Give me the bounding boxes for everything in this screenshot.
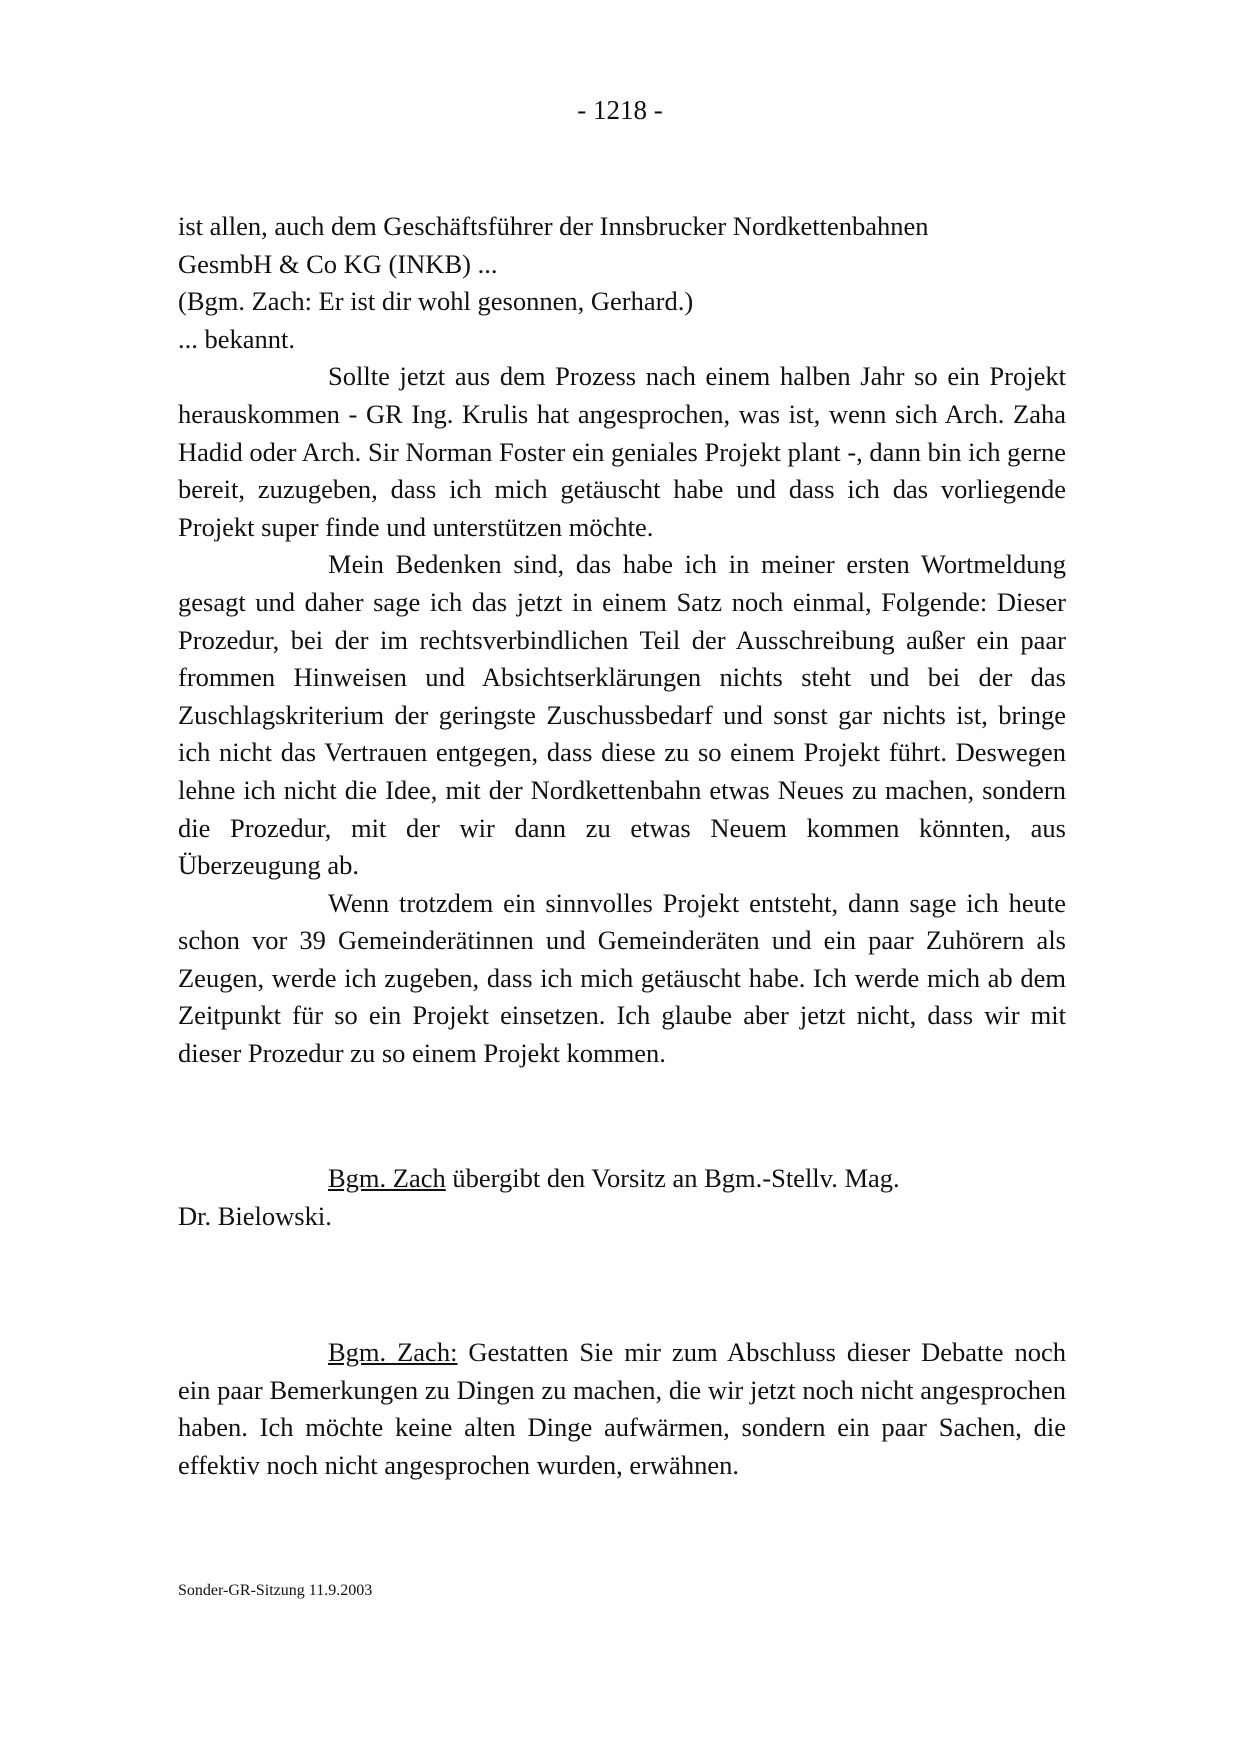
- statement-text: Gestatten Sie mir zum Abschluss dieser Debatte noch ein paar Bemerkungen zu Dingen zu machen, die wir jetzt noch nicht angesprochen haben. Ich möchte keine alten Dinge aufwärmen, sondern ein paar Sachen, die effektiv noch nicht angesprochen wurden, erwähnen.: [178, 1337, 1066, 1480]
- page-number: - 1218 -: [577, 95, 663, 125]
- footer-session-label: Sonder-GR-Sitzung 11.9.2003: [178, 1582, 373, 1599]
- speaker-statement: [178, 1334, 1066, 1484]
- handover-text-line2: Dr. Bielowski.: [178, 1200, 332, 1231]
- chair-handover-note: [178, 1160, 1066, 1235]
- main-text: [178, 208, 1066, 1073]
- interjection-line: (Bgm. Zach: Er ist dir wohl gesonnen, Gerhard.): [178, 286, 694, 317]
- intro-line: GesmbH & Co KG (INKB) ...: [178, 248, 498, 279]
- speaker-name: Bgm. Zach:: [328, 1337, 458, 1367]
- intro-line: ... bekannt.: [178, 323, 296, 354]
- paragraph: Mein Bedenken sind, das habe ich in meiner ersten Wortmeldung gesagt und daher sage ich das jetzt in einem Satz noch einmal, Folgende: Dieser Prozedur, bei der im rechtsverbindlichen Teil der Ausschreibung außer ein paar frommen Hinweisen und Absichtserklärungen nichts steht und bei der das Zuschlagskriterium der geringste Zuschussbedarf und sonst gar nichts ist, bringe ich nicht das Vertrauen entgegen, dass diese zu so einem Projekt führt. Deswegen lehne ich nicht die Idee, mit der Nordkettenbahn etwas Neues zu machen, sondern die Prozedur, mit der wir dann zu etwas Neuem kommen könnten, aus Überzeugung ab.: [178, 549, 1066, 881]
- paragraph: Sollte jetzt aus dem Prozess nach einem halben Jahr so ein Projekt herauskommen - GR Ing. Krulis hat angesprochen, was ist, wenn sich Arch. Zaha Hadid oder Arch. Sir Norman Foster ein geniales Projekt plant -, dann bin ich gerne bereit, zuzugeben, dass ich mich getäuscht habe und dass ich das vorliegende Projekt super finde und unterstützen möchte.: [178, 361, 1066, 542]
- intro-line: ist allen, auch dem Geschäftsführer der Innsbrucker Nordkettenbahnen: [178, 211, 929, 241]
- paragraph: Wenn trotzdem ein sinnvolles Projekt entsteht, dann sage ich heute schon vor 39 Gemeinderätinnen und Gemeinderäten und ein paar Zuhörern als Zeugen, werde ich zugeben, dass ich mich getäuscht habe. Ich werde mich ab dem Zeitpunkt für so ein Projekt einsetzen. Ich glaube aber jetzt nicht, dass wir mit dieser Prozedur zu so einem Projekt kommen.: [178, 887, 1066, 1069]
- handover-text: übergibt den Vorsitz an Bgm.-Stellv. Mag.: [445, 1163, 900, 1193]
- speaker-name: Bgm. Zach: [328, 1163, 446, 1193]
